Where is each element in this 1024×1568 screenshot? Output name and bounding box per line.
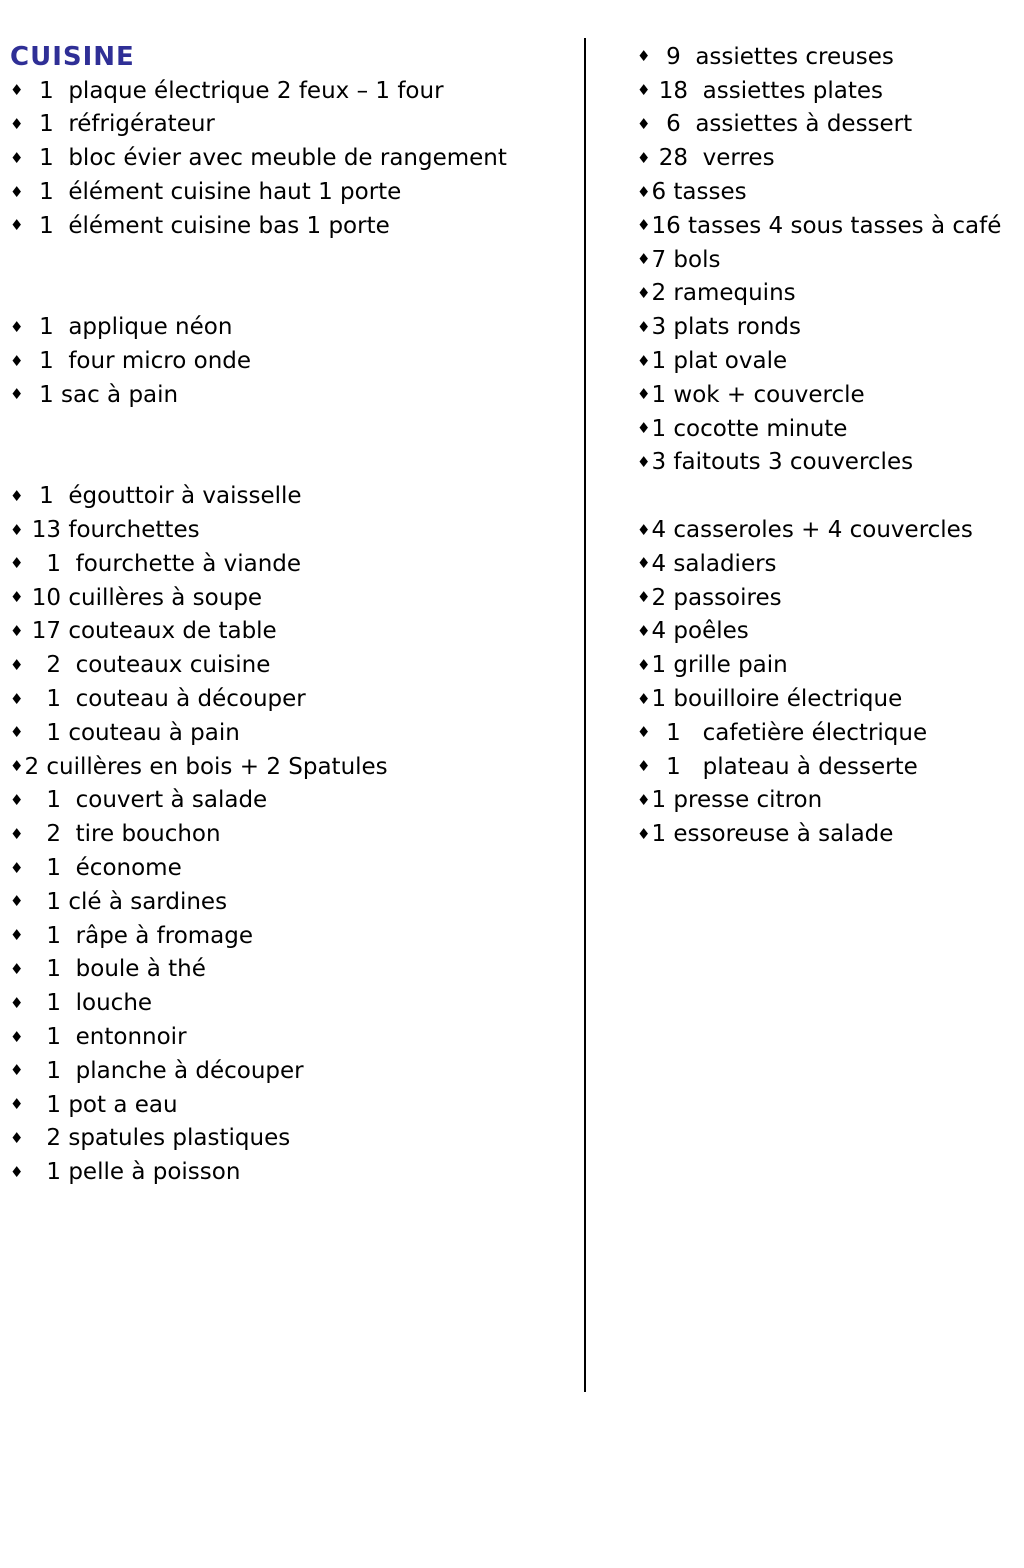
diamond-bullet-icon: ♦: [637, 419, 651, 438]
item-text: 1 économe: [24, 855, 182, 882]
diamond-bullet-icon: ♦: [10, 81, 24, 100]
diamond-bullet-icon: ♦: [637, 283, 651, 302]
list-item: [637, 74, 1021, 108]
list-item: [10, 1155, 576, 1189]
diamond-bullet-icon: ♦: [637, 824, 651, 843]
item-text: 6 tasses: [651, 179, 747, 206]
item-text: 13 fourchettes: [24, 517, 200, 544]
diamond-bullet-icon: ♦: [10, 892, 24, 911]
diamond-bullet-icon: ♦: [637, 655, 651, 674]
diamond-bullet-icon: ♦: [637, 351, 651, 370]
list-item: [637, 344, 1021, 378]
list-item: [10, 817, 576, 851]
list-item: [10, 615, 576, 649]
list-item: [637, 648, 1021, 682]
list-item: [10, 175, 576, 209]
diamond-bullet-icon: ♦: [10, 790, 24, 809]
list-item: [10, 1122, 576, 1156]
item-text: 1 pot a eau: [24, 1091, 178, 1118]
item-text: 1 plaque électrique 2 feux – 1 four: [24, 77, 444, 104]
diamond-bullet-icon: ♦: [637, 148, 651, 167]
item-text: 1 entonnoir: [24, 1024, 187, 1050]
diamond-bullet-icon: ♦: [637, 520, 651, 539]
blank-line: [637, 479, 1021, 513]
diamond-bullet-icon: ♦: [637, 182, 651, 201]
item-text: 1 bouilloire électrique: [651, 686, 903, 713]
blank-line: [10, 277, 576, 311]
blank-line: [10, 412, 576, 446]
list-item: [637, 243, 1021, 277]
item-text: 1 essoreuse à salade: [651, 821, 894, 848]
item-text: 2 passoires: [651, 584, 782, 611]
item-text: 2 tire bouchon: [24, 821, 221, 848]
diamond-bullet-icon: ♦: [637, 689, 651, 708]
page-title: CUISINE: [10, 41, 135, 72]
list-item: [637, 209, 1021, 243]
item-text: 18 assiettes plates: [651, 77, 883, 104]
list-item: [10, 513, 576, 547]
list-item: [637, 40, 1021, 74]
list-item: [10, 209, 576, 243]
diamond-bullet-icon: ♦: [10, 723, 24, 742]
item-text: 1 wok + couvercle: [651, 381, 865, 408]
list-item: [10, 1054, 576, 1088]
list-item: [10, 1020, 576, 1054]
item-text: 1 couteau à pain: [24, 719, 240, 746]
item-text: 1 râpe à fromage: [24, 922, 254, 949]
diamond-bullet-icon: ♦: [637, 621, 651, 640]
list-item: [10, 479, 576, 513]
item-text: 1 couteau à découper: [24, 686, 306, 713]
list-item: [10, 648, 576, 682]
item-text: 1 applique néon: [24, 314, 233, 341]
item-text: 1 réfrigérateur: [24, 111, 215, 138]
diamond-bullet-icon: ♦: [637, 452, 651, 471]
diamond-bullet-icon: ♦: [637, 317, 651, 336]
diamond-bullet-icon: ♦: [10, 1095, 24, 1114]
list-item: [637, 784, 1021, 818]
diamond-bullet-icon: ♦: [10, 486, 24, 505]
item-text: 28 verres: [651, 145, 775, 172]
item-text: 1 couvert à salade: [24, 787, 268, 814]
list-item: [10, 344, 576, 378]
list-item: [10, 986, 576, 1020]
item-text: 1 plat ovale: [651, 348, 788, 375]
item-text: 4 poêles: [651, 618, 749, 645]
diamond-bullet-icon: ♦: [637, 81, 651, 100]
item-text: 1 presse citron: [651, 787, 823, 814]
item-text: 1 égouttoir à vaisselle: [24, 483, 302, 510]
list-item: [10, 953, 576, 987]
item-text: 1 louche: [24, 990, 153, 1017]
item-text: 1 pelle à poisson: [24, 1159, 241, 1186]
item-text: 1 fourchette à viande: [24, 550, 302, 577]
left-column: [10, 40, 576, 1189]
item-text: 1 four micro onde: [24, 348, 252, 375]
diamond-bullet-icon: ♦: [10, 385, 24, 404]
list-item: [637, 750, 1021, 784]
diamond-bullet-icon: ♦: [10, 689, 24, 708]
list-item: [10, 885, 576, 919]
diamond-bullet-icon: ♦: [10, 1027, 24, 1046]
list-item: [10, 784, 576, 818]
item-text: 1 grille pain: [651, 652, 788, 679]
diamond-bullet-icon: ♦: [10, 351, 24, 370]
item-text: 2 spatules plastiques: [24, 1125, 291, 1152]
diamond-bullet-icon: ♦: [637, 385, 651, 404]
item-text: 3 plats ronds: [651, 314, 801, 341]
diamond-bullet-icon: ♦: [10, 959, 24, 978]
diamond-bullet-icon: ♦: [637, 790, 651, 809]
list-item: [10, 1088, 576, 1122]
diamond-bullet-icon: ♦: [10, 216, 24, 235]
item-text: 7 bols: [651, 246, 721, 273]
diamond-bullet-icon: ♦: [637, 723, 651, 742]
list-item: [637, 277, 1021, 311]
item-text: 4 saladiers: [651, 550, 777, 577]
diamond-bullet-icon: ♦: [637, 588, 651, 607]
list-item: [10, 682, 576, 716]
list-item: [10, 108, 576, 142]
diamond-bullet-icon: ♦: [10, 1128, 24, 1147]
blank-line: [10, 446, 576, 480]
list-item: [637, 378, 1021, 412]
item-text: 16 tasses 4 sous tasses à café: [651, 212, 1002, 239]
diamond-bullet-icon: ♦: [10, 824, 24, 843]
diamond-bullet-icon: ♦: [10, 148, 24, 167]
diamond-bullet-icon: ♦: [637, 216, 651, 235]
diamond-bullet-icon: ♦: [10, 114, 24, 133]
list-item: [637, 682, 1021, 716]
diamond-bullet-icon: ♦: [10, 1061, 24, 1080]
list-item: [10, 851, 576, 885]
list-item: [10, 141, 576, 175]
item-text: 2 couteaux cuisine: [24, 652, 271, 679]
diamond-bullet-icon: ♦: [10, 757, 24, 776]
list-item: [637, 547, 1021, 581]
diamond-bullet-icon: ♦: [637, 554, 651, 573]
item-text: 2 cuillères en bois + 2 Spatules: [24, 753, 388, 780]
list-item: [637, 581, 1021, 615]
diamond-bullet-icon: ♦: [10, 926, 24, 945]
item-text: 1 planche à découper: [24, 1057, 304, 1084]
item-text: 1 sac à pain: [24, 381, 179, 408]
item-text: 1 bloc évier avec meuble de rangement: [24, 145, 507, 172]
item-text: 1 cafetière électrique: [651, 719, 928, 746]
item-text: 6 assiettes à dessert: [651, 111, 913, 138]
item-text: 1 cocotte minute: [651, 415, 848, 442]
diamond-bullet-icon: ♦: [10, 317, 24, 336]
list-item: [10, 378, 576, 412]
list-item: [10, 750, 576, 784]
diamond-bullet-icon: ♦: [10, 993, 24, 1012]
diamond-bullet-icon: ♦: [637, 47, 651, 66]
list-item: [637, 615, 1021, 649]
list-item: [637, 716, 1021, 750]
list-item: [10, 74, 576, 108]
item-text: 1 élément cuisine haut 1 porte: [24, 179, 402, 206]
item-text: 1 boule à thé: [24, 956, 206, 983]
item-text: 3 faitouts 3 couvercles: [651, 449, 914, 476]
item-text: 1 clé à sardines: [24, 888, 228, 915]
list-item: [10, 716, 576, 750]
list-item: [637, 310, 1021, 344]
diamond-bullet-icon: ♦: [637, 114, 651, 133]
diamond-bullet-icon: ♦: [10, 1162, 24, 1181]
diamond-bullet-icon: ♦: [10, 520, 24, 539]
item-text: 2 ramequins: [651, 280, 796, 307]
list-item: [10, 919, 576, 953]
diamond-bullet-icon: ♦: [10, 554, 24, 573]
item-text: 17 couteaux de table: [24, 618, 277, 645]
item-text: 1 plateau à desserte: [651, 753, 918, 780]
right-column: [637, 40, 1021, 851]
list-item: [637, 108, 1021, 142]
list-item: [637, 412, 1021, 446]
item-text: 1 élément cuisine bas 1 porte: [24, 212, 390, 239]
list-item: [10, 581, 576, 615]
diamond-bullet-icon: ♦: [637, 250, 651, 269]
diamond-bullet-icon: ♦: [10, 858, 24, 877]
item-text: 10 cuillères à soupe: [24, 584, 263, 611]
diamond-bullet-icon: ♦: [10, 182, 24, 201]
diamond-bullet-icon: ♦: [637, 757, 651, 776]
list-item: [637, 446, 1021, 480]
list-item: [637, 175, 1021, 209]
item-text: 9 assiettes creuses: [651, 43, 894, 70]
list-item: [637, 817, 1021, 851]
column-divider: [584, 38, 586, 1392]
diamond-bullet-icon: ♦: [10, 655, 24, 674]
blank-line: [10, 243, 576, 277]
list-item: [10, 310, 576, 344]
item-text: 4 casseroles + 4 couvercles: [651, 517, 973, 544]
list-item: [637, 141, 1021, 175]
diamond-bullet-icon: ♦: [10, 621, 24, 640]
list-item: [637, 513, 1021, 547]
list-item: [10, 547, 576, 581]
diamond-bullet-icon: ♦: [10, 588, 24, 607]
